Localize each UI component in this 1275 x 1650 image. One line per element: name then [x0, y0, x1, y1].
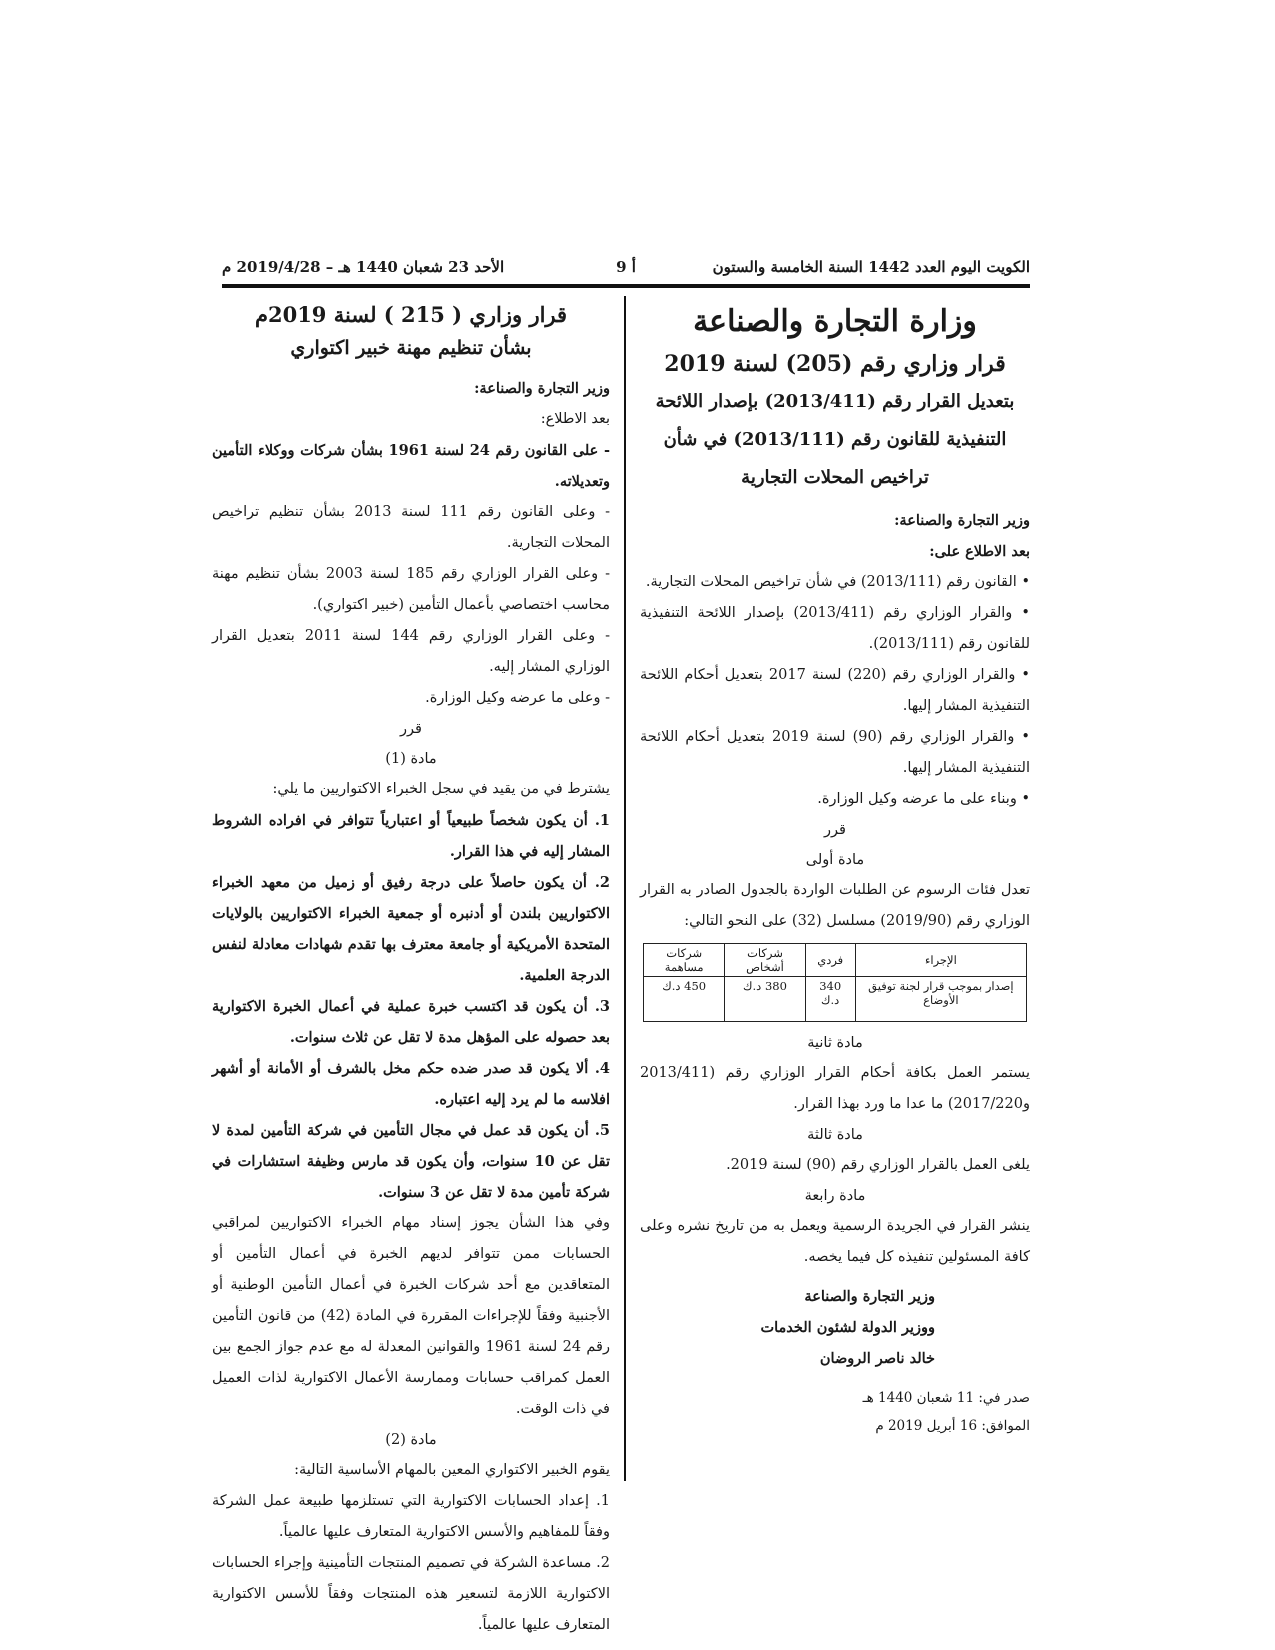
fee-table-header: شركات مساهمة: [644, 944, 725, 977]
fee-table-header: الإجراء: [855, 944, 1026, 977]
article-1-item: 1. أن يكون شخصاً طبيعياً أو اعتبارياً تتوافر في افراده الشروط المشار إليه في هذا القرار.: [212, 812, 610, 860]
fee-table-header: فردي: [805, 944, 855, 977]
decree-205-subtitle-line: تراخيص المحلات التجارية: [741, 467, 929, 488]
decree-205-subtitle-line: التنفيذية للقانون رقم (2013/111) في شأن: [663, 429, 1007, 450]
article-2-text: يستمر العمل بكافة أحكام القرار الوزاري رقم (2013/411 و2017/220) ما عدا ما ورد بهذا القرار.: [640, 1065, 1030, 1112]
signature-line: وزير التجارة والصناعة: [804, 1288, 935, 1305]
preamble-item: • القانون رقم (2013/111) في شأن تراخيص المحلات التجارية.: [645, 574, 1030, 590]
signature-name: خالد ناصر الروضان: [819, 1350, 935, 1367]
preamble-item: - وعلى ما عرضه وكيل الوزارة.: [425, 690, 610, 706]
header-issue-info: الكويت اليوم العدد 1442 السنة الخامسة والستون: [712, 258, 1030, 276]
fee-table-header: شركات أشخاص: [725, 944, 805, 977]
article-2-intro: يقوم الخبير الاكتواري المعين بالمهام الأساسية التالية:: [294, 1462, 610, 1478]
fee-table-cell: 450 د.ك: [644, 977, 725, 1022]
left-column: [212, 298, 610, 1641]
after-review-heading: بعد الاطلاع على:: [929, 543, 1030, 560]
preamble-item: • وبناء على ما عرضه وكيل الوزارة.: [817, 791, 1030, 807]
article-1-intro: يشترط في من يقيد في سجل الخبراء الاكتواريين ما يلي:: [272, 781, 610, 797]
header-date: الأحد 23 شعبان 1440 هـ – 2019/4/28 م: [222, 258, 505, 276]
corresponding-date: الموافق: 16 أبريل 2019 م: [875, 1418, 1030, 1434]
minister-heading: وزير التجارة والصناعة:: [894, 512, 1030, 529]
article-1-title: مادة أولى: [805, 852, 865, 868]
article-2-item: 1. إعداد الحسابات الاكتوارية التي تستلزمها طبيعة عمل الشركة وفقاً للمفاهيم والأسس الاكتوارية المتعارف عليها عالمياً.: [212, 1493, 610, 1540]
header-page-number: أ 9: [616, 258, 636, 276]
article-2-title: مادة ثانية: [807, 1035, 863, 1051]
preamble-item: - وعلى القرار الوزاري رقم 144 لسنة 2011 بتعديل القرار الوزاري المشار إليه.: [212, 628, 610, 675]
table-row: [644, 977, 1027, 1022]
article-1-title: مادة (1): [385, 751, 437, 767]
decree-215-subtitle: بشأن تنظيم مهنة خبير اكتواري: [290, 337, 532, 359]
column-divider: [624, 296, 626, 1481]
after-review-heading: بعد الاطلاع:: [540, 411, 610, 427]
issued-date: صدر في: 11 شعبان 1440 هـ: [862, 1390, 1030, 1406]
minister-heading: وزير التجارة والصناعة:: [474, 380, 610, 397]
fee-table-cell: 340 د.ك: [805, 977, 855, 1022]
header-rule: [222, 284, 1030, 288]
article-1-closing: وفي هذا الشأن يجوز إسناد مهام الخبراء الاكتواريين لمراقبي الحسابات ممن تتوافر لديهم الخبرة في أعمال التأمين أو المتعاقدين مع أحد شركات الخبرة في أعمال التأمين الوطنية أو الأجنبية وفقاً للإجراءات المقررة في المادة (42) من قانون التأمين رقم 24 لسنة 1961 والقوانين المعدلة له مع عدم جواز الجمع بين العمل كمراقب حسابات وممارسة الأعمال الاكتوارية لذات العميل في ذات الوقت.: [212, 1215, 610, 1417]
right-column: [640, 298, 1030, 1440]
fee-table-cell: 380 د.ك: [725, 977, 805, 1022]
preamble-item: - وعلى القرار الوزاري رقم 185 لسنة 2003 بشأن تنظيم مهنة محاسب اختصاصي بأعمال التأمين (خبير اكتواري).: [212, 566, 611, 613]
preamble-item: - وعلى القانون رقم 111 لسنة 2013 بشأن تنظيم تراخيص المحلات التجارية.: [212, 504, 610, 551]
article-2-item: 2. مساعدة الشركة في تصميم المنتجات التأمينية وإجراء الحسابات الاكتوارية اللازمة لتسعير هذه المنتجات وفقاً للأسس الاكتوارية المتعارف عليها عالمياً.: [212, 1555, 610, 1633]
fee-table: [643, 943, 1027, 1022]
preamble-item: • والقرار الوزاري رقم (220) لسنة 2017 بتعديل أحكام اللائحة التنفيذية المشار إليها.: [640, 667, 1030, 714]
article-1-text: تعدل فئات الرسوم عن الطلبات الواردة بالجدول الصادر به القرار الوزاري رقم (2019/90) مسلسل (32) على النحو التالي:: [640, 882, 1030, 929]
preamble-item: - على القانون رقم 24 لسنة 1961 بشأن شركات ووكلاء التأمين وتعديلاته.: [212, 442, 610, 490]
fee-table-cell: إصدار بموجب قرار لجنة توفيق الأوضاع: [855, 977, 1026, 1022]
article-4-text: ينشر القرار في الجريدة الرسمية ويعمل به من تاريخ نشره وعلى كافة المسئولين تنفيذه كل فيما يخصه.: [640, 1218, 1030, 1265]
article-3-text: يلغى العمل بالقرار الوزاري رقم (90) لسنة 2019.: [726, 1157, 1030, 1173]
preamble-item: • والقرار الوزاري رقم (90) لسنة 2019 بتعديل أحكام اللائحة التنفيذية المشار إليها.: [640, 729, 1030, 776]
article-1-item: 5. أن يكون قد عمل في مجال التأمين في شركة التأمين لمدة لا تقل عن 10 سنوات، وأن يكون قد مارس وظيفة استشارات في شركة تأمين مدة لا تقل عن 3 سنوات.: [212, 1122, 611, 1201]
decree-205-subtitle-line: بتعديل القرار رقم (2013/411) بإصدار اللائحة: [655, 391, 1015, 412]
article-4-title: مادة رابعة: [804, 1188, 866, 1204]
article-1-item: 4. ألا يكون قد صدر ضده حكم مخل بالشرف أو الأمانة أو أشهر افلاسه ما لم يرد إليه اعتباره.: [212, 1060, 610, 1108]
signature-line: ووزير الدولة لشئون الخدمات: [760, 1319, 935, 1336]
article-1-item: 3. أن يكون قد اكتسب خبرة عملية في أعمال الخبرة الاكتوارية بعد حصوله على المؤهل مدة لا تقل عن ثلاث سنوات.: [212, 998, 610, 1046]
preamble-item: • والقرار الوزاري رقم (2013/411) بإصدار اللائحة التنفيذية للقانون رقم (2013/111).: [640, 605, 1030, 652]
decree-215-title: قرار وزاري ( 215 ) لسنة 2019م: [254, 302, 568, 327]
decided-heading: قرر: [824, 822, 846, 838]
article-1-item: 2. أن يكون حاصلاً على درجة رفيق أو زميل من معهد الخبراء الاكتواريين بلندن أو أدنبره أو جمعية الخبراء الاكتواريين بالولايات المتحدة الأمريكية أو جامعة معترف بها تقدم شهادات معادلة لنفس الدرجة العلمية.: [212, 874, 610, 984]
fee-table-header-row: [644, 944, 1027, 977]
decided-heading: قرر: [400, 721, 422, 737]
article-2-title: مادة (2): [385, 1432, 437, 1448]
ministry-title: وزارة التجارة والصناعة: [693, 304, 977, 339]
decree-205-title: قرار وزاري رقم (205) لسنة 2019: [664, 351, 1006, 377]
article-3-title: مادة ثالثة: [807, 1127, 863, 1143]
page-header: [222, 258, 1030, 282]
